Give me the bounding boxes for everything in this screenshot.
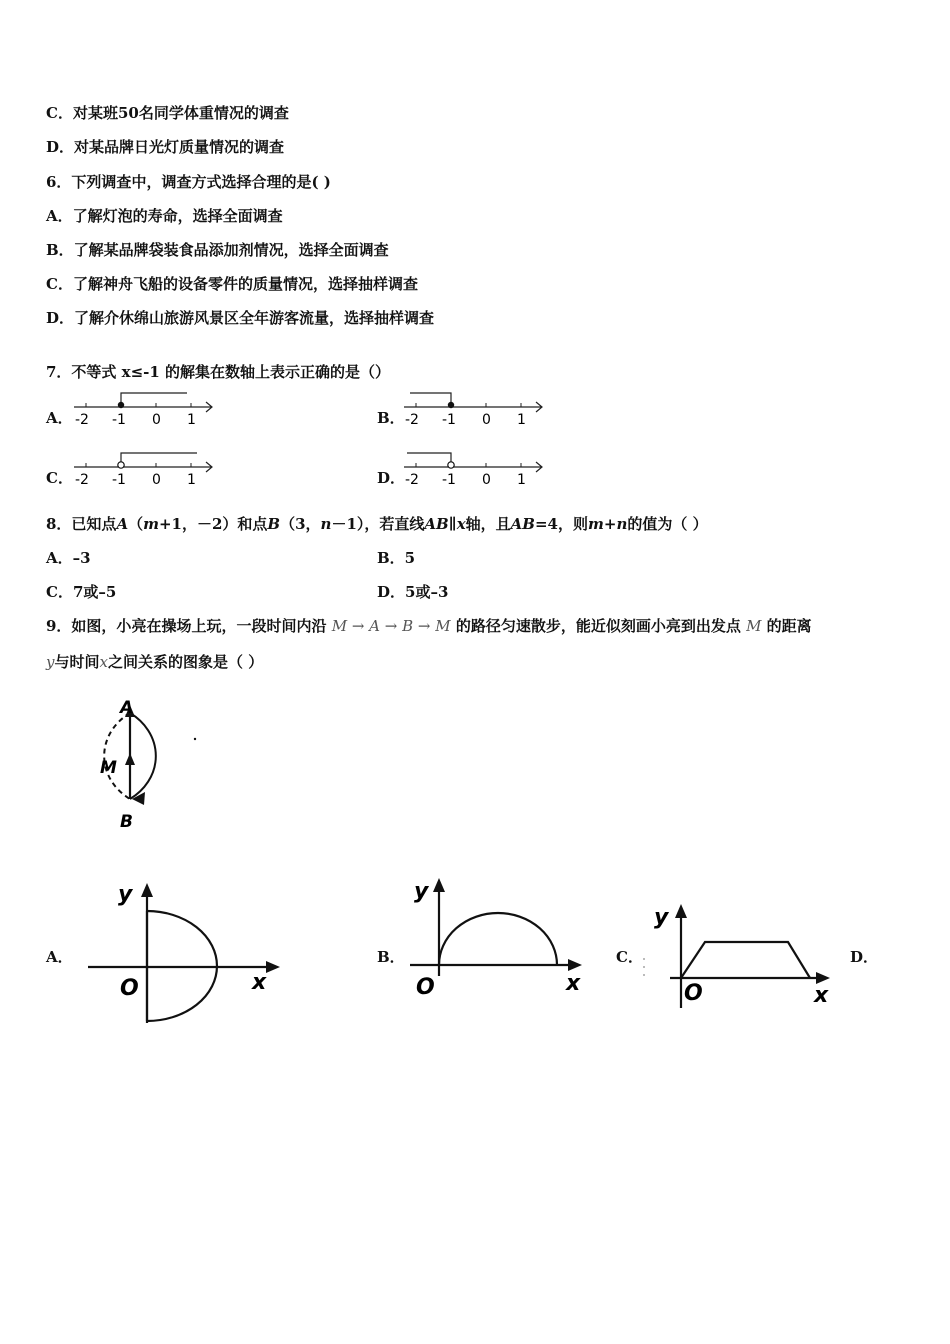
tick-label: -1 — [112, 472, 126, 488]
q9-stem-line1: 9．如图，小亮在操场上玩，一段时间内沿 M → A → B → M 的路径匀速散步，能近似刻画小亮到出发点 M 的距离 — [46, 617, 812, 635]
tick-label: -2 — [405, 472, 419, 488]
x-axis-label: x — [252, 970, 267, 995]
y-axis-label: y — [414, 879, 429, 904]
q8-option-d: D．5或–3 — [377, 583, 449, 601]
tick-label: 0 — [482, 412, 491, 428]
q5-option-c: C．对某班50名同学体重情况的调查 — [46, 104, 289, 122]
q7-number-line-c — [72, 448, 222, 492]
q8-option-c: C．7或–5 — [46, 583, 117, 601]
q9-stem-line2: y与时间x之间关系的图象是（ ） — [46, 653, 264, 671]
q7-number-line-b — [402, 388, 552, 432]
q7-option-a-label: A． — [46, 409, 73, 427]
tick-label: 1 — [517, 472, 526, 488]
q9-graph-b-label: B． — [377, 948, 405, 966]
q7-option-b-label: B． — [377, 409, 405, 427]
q9-graph-a-label: A． — [46, 948, 73, 966]
tick-label: 0 — [482, 472, 491, 488]
q7-option-d-label: D． — [377, 469, 406, 487]
y-axis-label: y — [118, 882, 133, 907]
q8-option-a: A．–3 — [46, 549, 91, 567]
tick-label: 1 — [187, 472, 196, 488]
tick-label: -1 — [112, 412, 126, 428]
tick-label: -1 — [442, 412, 456, 428]
origin-label: O — [684, 981, 703, 1006]
point-m-label: M — [100, 758, 117, 778]
tick-label: 0 — [152, 412, 161, 428]
q8-stem: 8．已知点A（m+1，－2）和点B（3，n－1），若直线AB∥x轴，且AB=4，则m+n的值为（ ） — [46, 515, 708, 533]
q6-option-b: B．了解某品牌袋装食品添加剂情况，选择全面调查 — [46, 241, 389, 259]
q6-option-c: C．了解神舟飞船的设备零件的质量情况，选择抽样调查 — [46, 275, 418, 293]
q6-stem: 6．下列调查中，调查方式选择合理的是( ) — [46, 173, 331, 191]
q9-graph-c-label: C． — [616, 948, 643, 966]
q9-graph-d-label: D． — [850, 948, 879, 966]
origin-label: O — [120, 976, 139, 1001]
q6-option-a: A．了解灯泡的寿命，选择全面调查 — [46, 207, 283, 225]
tick-label: -2 — [75, 472, 89, 488]
q8-option-b: B．5 — [377, 549, 416, 567]
tick-label: 0 — [152, 472, 161, 488]
point-a-label: A — [120, 698, 134, 718]
tick-label: -2 — [75, 412, 89, 428]
x-axis-label: x — [814, 983, 829, 1008]
q5-option-d: D．对某品牌日光灯质量情况的调查 — [46, 138, 285, 156]
q6-option-d: D．了解介休绵山旅游风景区全年游客流量，选择抽样调查 — [46, 309, 435, 327]
x-axis-label: x — [566, 971, 581, 996]
q7-stem: 7．不等式 x≤-1 的解集在数轴上表示正确的是（） — [46, 363, 391, 381]
tick-label: -2 — [405, 412, 419, 428]
tick-label: 1 — [187, 412, 196, 428]
q9-graph-a — [80, 875, 295, 1030]
q9-path-figure — [60, 695, 210, 835]
origin-label: O — [416, 975, 435, 1000]
q9-graph-b — [402, 868, 602, 1008]
q7-number-line-d — [402, 448, 552, 492]
q9-graph-c — [640, 896, 840, 1011]
y-axis-label: y — [654, 905, 669, 930]
q7-option-c-label: C． — [46, 469, 73, 487]
point-b-label: B — [120, 812, 133, 832]
q7-number-line-a — [72, 388, 222, 432]
tick-label: 1 — [517, 412, 526, 428]
tick-label: -1 — [442, 472, 456, 488]
